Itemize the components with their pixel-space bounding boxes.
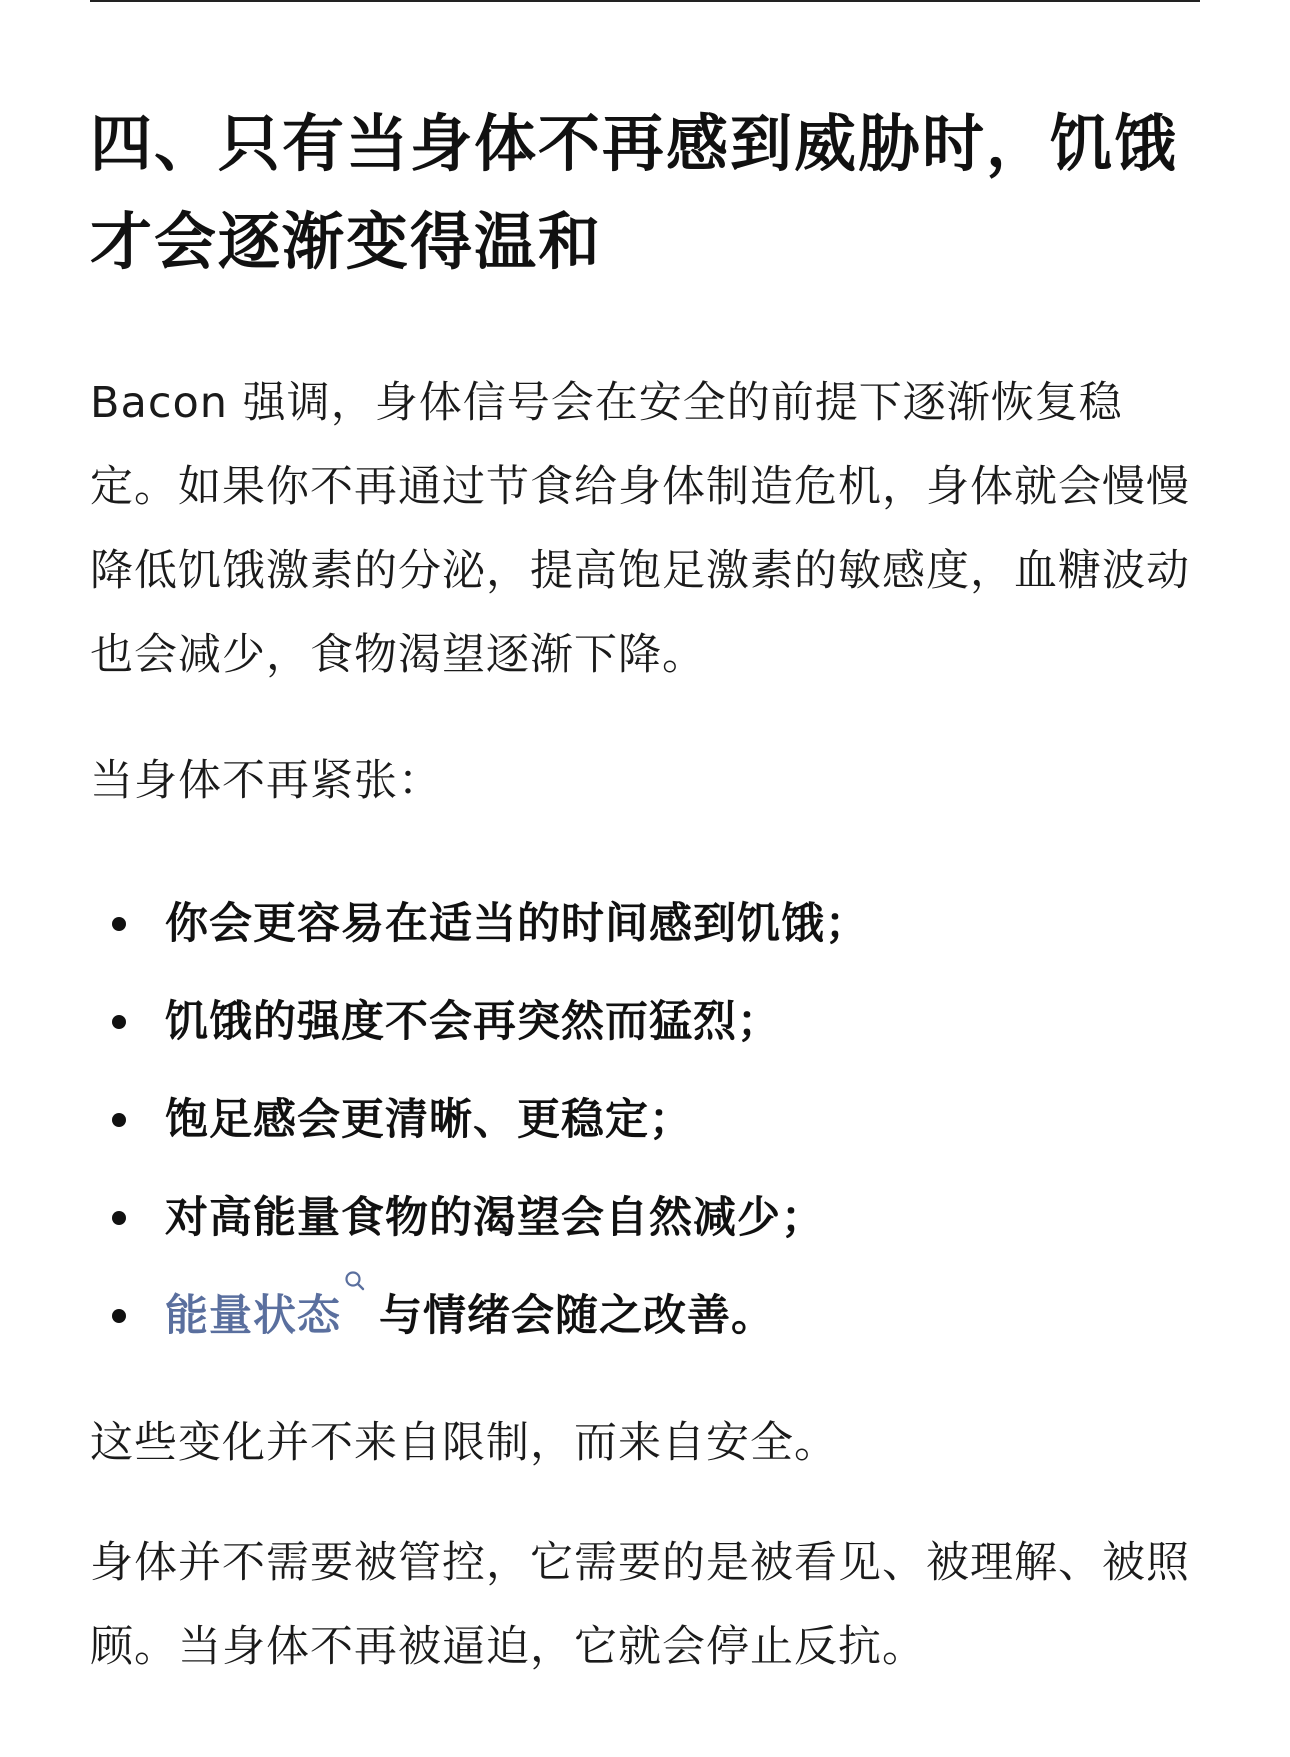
list-item	[90, 875, 1200, 973]
bullet-icon	[112, 1113, 126, 1127]
list-item-text: 饱足感会更清晰、更稳定；	[165, 1095, 693, 1145]
bullet-list	[90, 875, 1200, 1365]
article-body	[90, 95, 1200, 1689]
bullet-icon	[112, 1309, 126, 1323]
search-icon[interactable]	[341, 1267, 379, 1307]
closing-paragraph: 身体并不需要被管控，它需要的是被看见、被理解、被照顾。当身体不再被逼迫，它就会停止反抗。	[90, 1538, 1190, 1672]
list-item	[90, 973, 1200, 1071]
list-item-text: 你会更容易在适当的时间感到饥饿；	[165, 899, 869, 949]
list-item	[90, 1169, 1200, 1267]
top-divider	[90, 0, 1200, 2]
term-link-text[interactable]: 能量状态	[165, 1291, 341, 1341]
section-heading: 四、只有当身体不再感到威胁时，饥饿才会逐渐变得温和	[90, 107, 1179, 278]
list-item	[90, 1071, 1200, 1169]
list-item	[90, 1267, 1200, 1365]
change-paragraph: 这些变化并不来自限制，而来自安全。	[90, 1418, 838, 1468]
list-item-text: 对高能量食物的渴望会自然减少；	[165, 1193, 825, 1243]
bullet-icon	[112, 917, 126, 931]
list-item-text: 饥饿的强度不会再突然而猛烈；	[165, 997, 781, 1047]
term-search-link[interactable]	[165, 1291, 379, 1341]
list-item-text: 与情绪会随之改善。	[379, 1291, 775, 1341]
intro-paragraph: Bacon 强调，身体信号会在安全的前提下逐渐恢复稳定。如果你不再通过节食给身体制造危机，身体就会慢慢降低饥饿激素的分泌，提高饱足激素的敏感度，血糖波动也会减少，食物渴望逐渐下降。	[90, 378, 1190, 680]
bullet-icon	[112, 1015, 126, 1029]
bullet-icon	[112, 1211, 126, 1225]
lead-paragraph: 当身体不再紧张：	[90, 756, 442, 806]
